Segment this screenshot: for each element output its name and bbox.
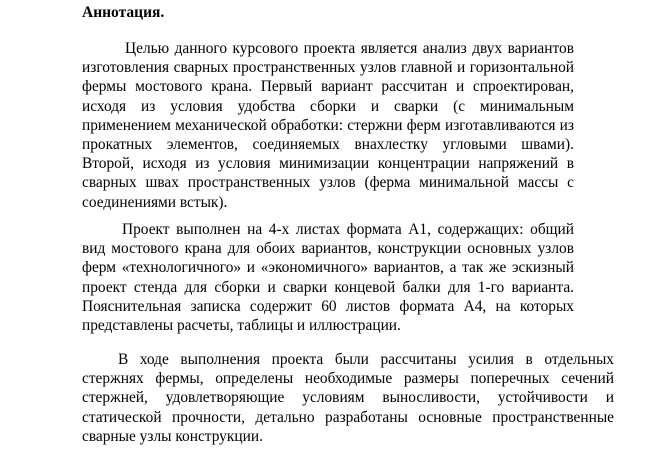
annotation-heading: Аннотация. xyxy=(82,4,165,21)
annotation-paragraph-results: В ходе выполнения проекта были рассчитаны усилия в отдельных стержнях фермы, определены необходимые размеры поперечных сечений стержней, удовлетворяющие условиям выносливости, устойчивости и статической прочности, детально разработаны основные пространственные сварные узлы конструкции. xyxy=(82,351,614,445)
annotation-paragraph-scope: Проект выполнен на 4-х листах формата А1, содержащих: общий вид мостового крана для обоих вариантов, конструкции основных узлов ферм «технологичного» и «экономичного» вариантов, а так же эскизный проект стенда для сборки и сварки концевой балки для 1-го варианта. Пояснительная записка содержит 60 листов формата А4, на которых представлены расчеты, таблицы и иллюстрации. xyxy=(82,221,574,335)
annotation-paragraph-purpose: Целью данного курсового проекта является анализ двух вариантов изготовления сварных пространственных узлов главной и горизонтальной фермы мостового крана. Первый вариант рассчитан и спроектирован, исходя из условия удобства сборки и сварки (с минимальным применением механической обработки: стержни ферм изготавливаются из прокатных элементов, соединяемых внахлестку угловыми швами). Второй, исходя из условия минимизации концентрации напряжений в сварных швах пространственных узлов (ферма минимальной массы с соединениями встык). xyxy=(82,40,574,211)
